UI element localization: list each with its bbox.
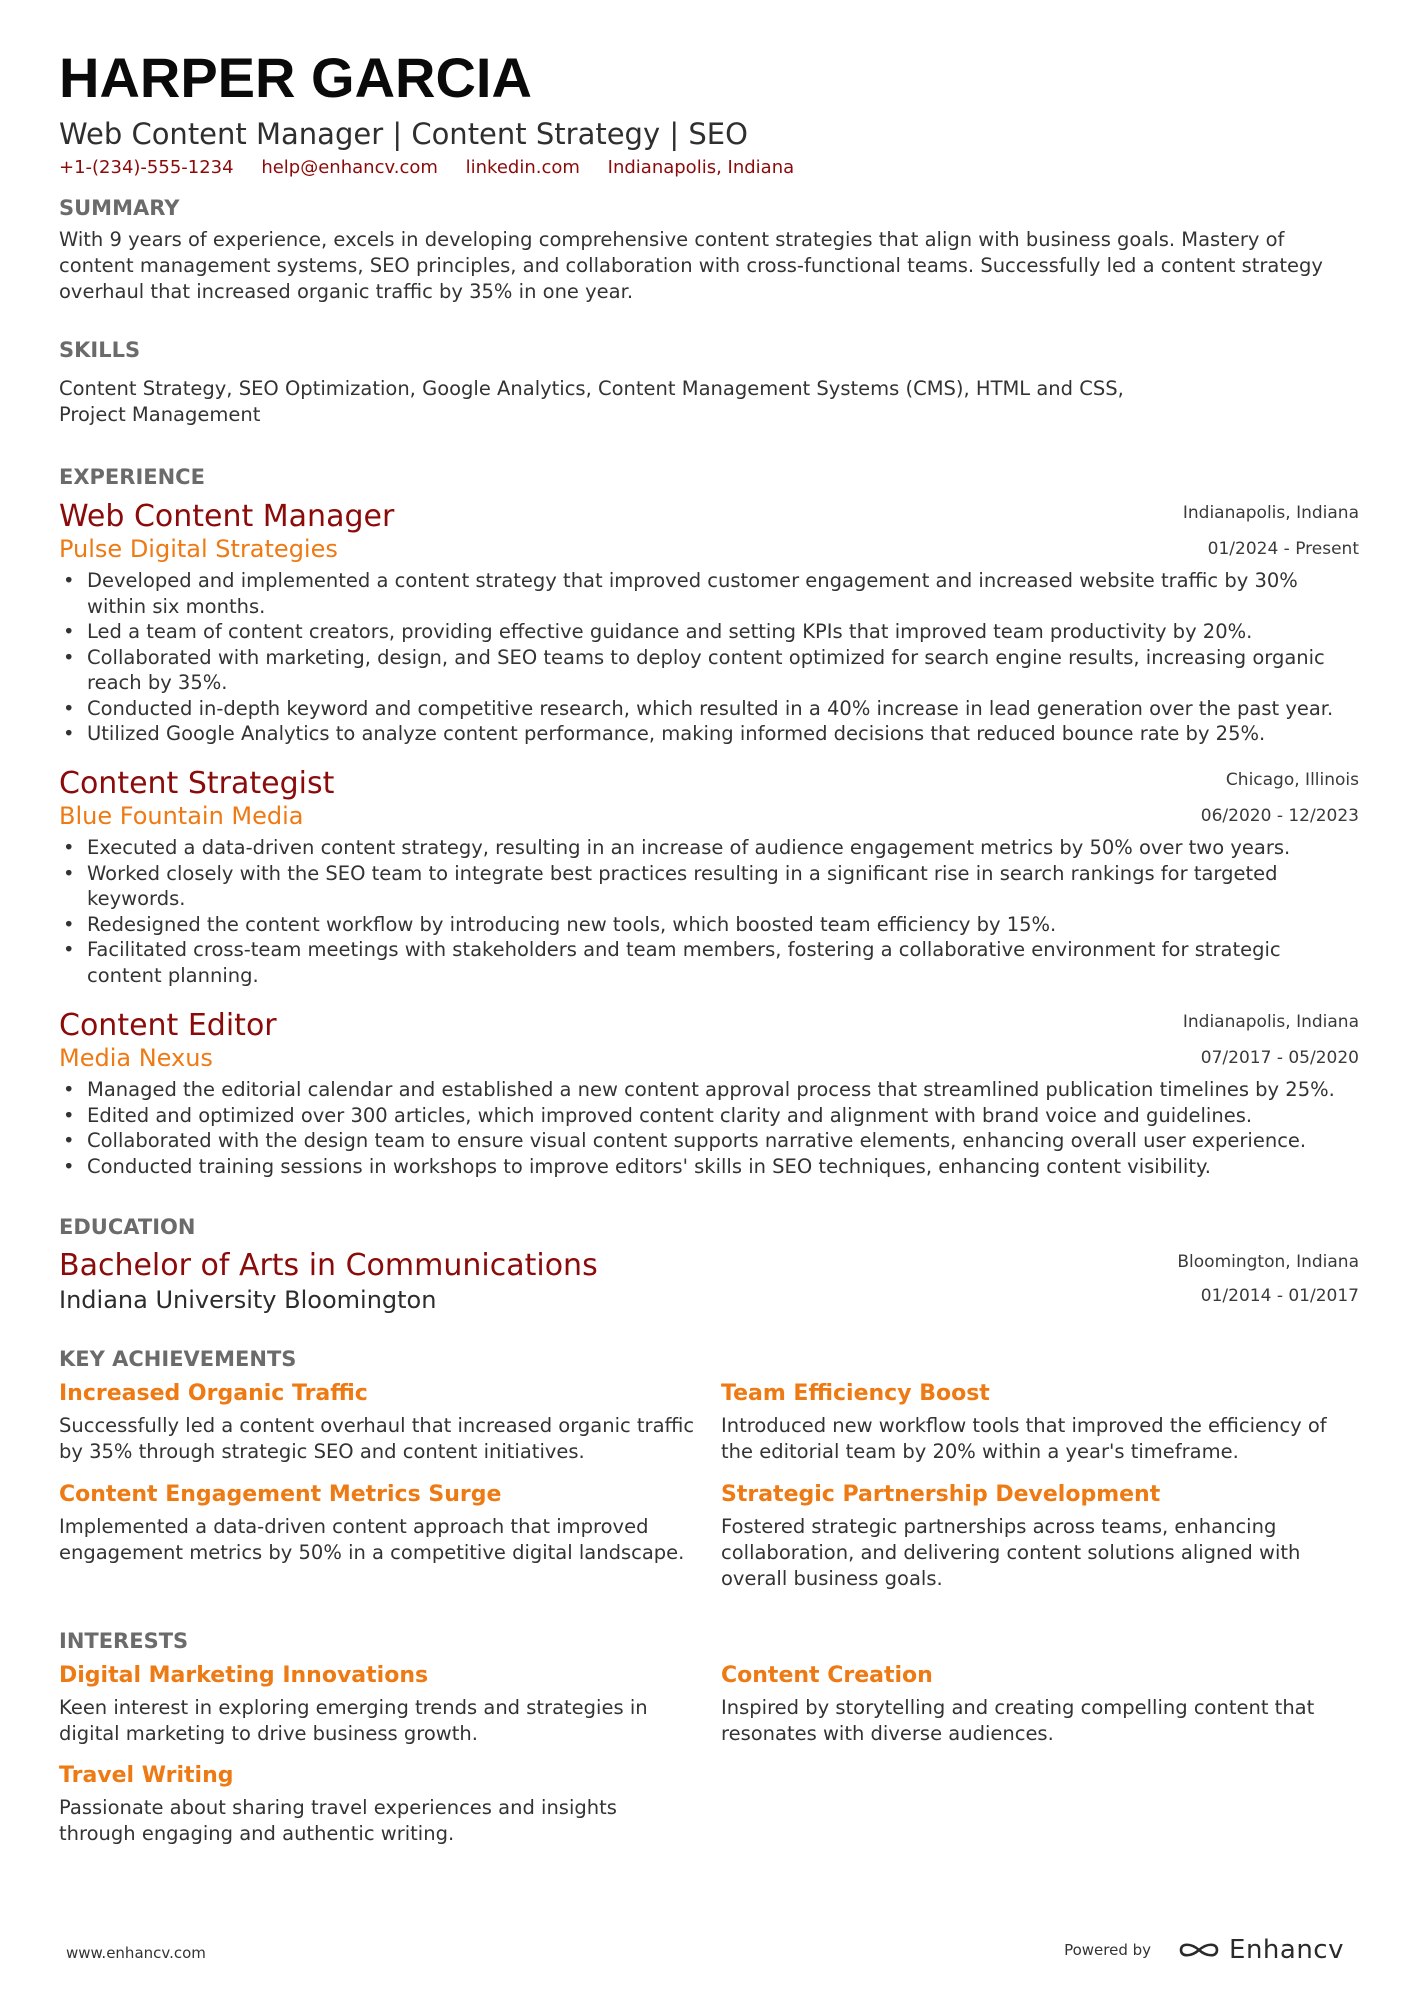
job-bullet: • Conducted in-depth keyword and competitive research, which resulted in a 40% increase in lead generation over the past year. [87, 696, 1359, 722]
job-dates: 01/2024 - Present [1207, 539, 1359, 559]
job-title: Web Content Manager [59, 499, 395, 534]
achievement-desc: Successfully led a content overhaul that increased organic traffic by 35% through strategic SEO and content initiatives. [59, 1414, 695, 1463]
education-degree: Bachelor of Arts in Communications [59, 1248, 598, 1283]
enhancv-logo[interactable] [1177, 1935, 1344, 1965]
job-company: Media Nexus [59, 1044, 213, 1072]
achievement-item [59, 1379, 699, 1465]
job-bullets [59, 568, 1359, 747]
achievement-item [721, 1480, 1361, 1592]
job-bullet: • Facilitated cross-team meetings with stakeholders and team members, fostering a collaborative environment for strategic content planning. [87, 937, 1359, 988]
job-dates: 06/2020 - 12/2023 [1200, 806, 1359, 826]
job-company: Pulse Digital Strategies [59, 535, 338, 563]
job-entry [59, 498, 1359, 747]
experience-title: EXPERIENCE [59, 465, 205, 489]
job-title: Content Strategist [59, 766, 335, 801]
summary-title: SUMMARY [59, 196, 180, 220]
summary-text: With 9 years of experience, excels in developing comprehensive content strategies that align with business goals. Mastery of content management systems, SEO principles, and collaboration with cross-functional teams. Successfully led a content strategy overhaul that increased organic traffic by 35% in one year. [59, 228, 1323, 303]
job-bullet: • Developed and implemented a content strategy that improved customer engagement and increased website traffic by 30% within six months. [87, 568, 1359, 619]
education-dates: 01/2014 - 01/2017 [1200, 1286, 1359, 1306]
job-bullet: • Worked closely with the SEO team to integrate best practices resulting in a significant rise in search rankings for targeted keywords. [87, 861, 1359, 912]
footer-branding [1064, 1935, 1344, 1965]
job-company: Blue Fountain Media [59, 802, 304, 830]
job-title: Content Editor [59, 1008, 277, 1043]
job-location: Indianapolis, Indiana [1182, 1012, 1359, 1032]
job-bullet: • Managed the editorial calendar and established a new content approval process that streamlined publication timelines by 25%. [87, 1077, 1359, 1103]
achievement-item [59, 1480, 699, 1566]
job-entry [59, 765, 1359, 988]
interest-title: Travel Writing [59, 1763, 234, 1788]
education-location: Bloomington, Indiana [1177, 1252, 1359, 1272]
education-entry [59, 1247, 1359, 1315]
powered-by-label: Powered by [1064, 1941, 1152, 1959]
achievement-desc: Introduced new workflow tools that improved the efficiency of the editorial team by 20% within a year's timeframe. [721, 1414, 1327, 1463]
job-bullet: • Edited and optimized over 300 articles, which improved content clarity and alignment with brand voice and guidelines. [87, 1103, 1359, 1129]
education-school: Indiana University Bloomington [59, 1286, 437, 1314]
interest-desc: Passionate about sharing travel experiences and insights through engaging and authentic writing. [59, 1796, 617, 1845]
contact-bar [59, 156, 1359, 180]
contact-linkedin[interactable]: linkedin.com [465, 157, 580, 178]
job-bullet: • Collaborated with marketing, design, and SEO teams to deploy content optimized for search engine results, increasing organic reach by 35%. [87, 645, 1359, 696]
education-title: EDUCATION [59, 1215, 196, 1239]
summary-section [59, 194, 1359, 305]
skills-section [59, 336, 1359, 428]
job-location: Chicago, Illinois [1225, 770, 1359, 790]
interest-item [59, 1661, 699, 1747]
footer-website[interactable]: www.enhancv.com [66, 1944, 206, 1962]
candidate-name: HARPER GARCIA [59, 46, 532, 109]
education-section [59, 1213, 1359, 1241]
achievement-title: Increased Organic Traffic [59, 1381, 368, 1406]
interest-title: Digital Marketing Innovations [59, 1663, 429, 1688]
skills-text: Content Strategy, SEO Optimization, Google Analytics, Content Management Systems (CMS), HTML and CSS, Project Management [59, 377, 1124, 426]
interests-title: INTERESTS [59, 1629, 189, 1653]
interest-desc: Keen interest in exploring emerging trends and strategies in digital marketing to drive business growth. [59, 1696, 648, 1745]
job-bullet: • Conducted training sessions in workshops to improve editors' skills in SEO techniques, enhancing content visibility. [87, 1154, 1359, 1180]
headline: Web Content Manager | Content Strategy | SEO [59, 117, 748, 151]
achievement-desc: Fostered strategic partnerships across teams, enhancing collaboration, and delivering content solutions aligned with overall business goals. [721, 1515, 1301, 1590]
job-bullet: • Executed a data-driven content strategy, resulting in an increase of audience engagement metrics by 50% over two years. [87, 835, 1359, 861]
job-bullet: • Utilized Google Analytics to analyze content performance, making informed decisions that reduced bounce rate by 25%. [87, 721, 1359, 747]
job-bullet: • Redesigned the content workflow by introducing new tools, which boosted team efficiency by 15%. [87, 912, 1359, 938]
achievements-title: KEY ACHIEVEMENTS [59, 1347, 297, 1371]
job-entry [59, 1007, 1359, 1179]
achievement-title: Content Engagement Metrics Surge [59, 1482, 502, 1507]
contact-email[interactable]: help@enhancv.com [261, 157, 438, 178]
job-bullet: • Led a team of content creators, providing effective guidance and setting KPIs that improved team productivity by 20%. [87, 619, 1359, 645]
skills-title: SKILLS [59, 338, 141, 362]
job-bullet: • Collaborated with the design team to ensure visual content supports narrative elements, enhancing overall user experience. [87, 1128, 1359, 1154]
job-location: Indianapolis, Indiana [1182, 503, 1359, 523]
experience-section [59, 463, 1359, 491]
interest-desc: Inspired by storytelling and creating compelling content that resonates with diverse audiences. [721, 1696, 1315, 1745]
achievement-desc: Implemented a data-driven content approach that improved engagement metrics by 50% in a competitive digital landscape. [59, 1515, 685, 1564]
enhancv-logo-icon [1177, 1938, 1221, 1962]
interest-title: Content Creation [721, 1663, 933, 1688]
job-bullets [59, 835, 1359, 988]
achievement-title: Strategic Partnership Development [721, 1482, 1161, 1507]
contact-location: Indianapolis, Indiana [607, 157, 795, 178]
interest-item [59, 1761, 699, 1847]
interest-item [721, 1661, 1361, 1747]
achievements-section [59, 1345, 1359, 1373]
job-dates: 07/2017 - 05/2020 [1200, 1048, 1359, 1068]
job-bullets [59, 1077, 1359, 1179]
interests-section [59, 1627, 1359, 1655]
enhancv-logo-text: Enhancv [1229, 1935, 1344, 1965]
resume-page [59, 42, 1359, 1845]
contact-phone[interactable]: +1-(234)-555-1234 [59, 157, 234, 178]
achievement-title: Team Efficiency Boost [721, 1381, 990, 1406]
achievement-item [721, 1379, 1361, 1465]
